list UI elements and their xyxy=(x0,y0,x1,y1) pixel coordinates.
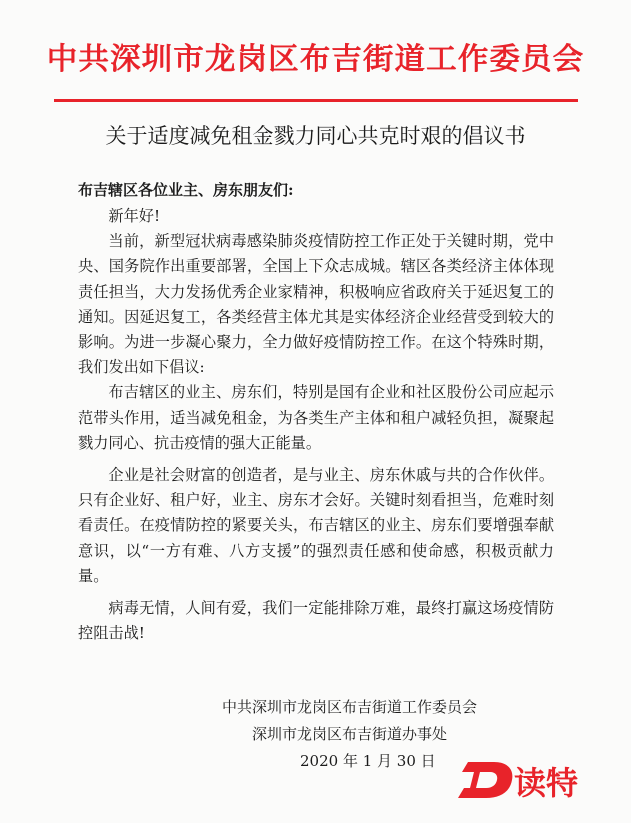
header-red-rule xyxy=(54,99,578,102)
document-title: 关于适度减免租金戮力同心共克时艰的倡议书 xyxy=(105,124,526,148)
salutation: 布吉辖区各位业主、房东朋友们: xyxy=(78,181,294,199)
body-paragraph: 当前，新型冠状病毒感染肺炎疫情防控工作正处于关键时期，党中央、国务院作出重要部署，全国上下众志成城。辖区各类经济主体体现责任担当，大力发扬优秀企业家精神，积极响应省政府关于延迟复工的通知。因延迟复工，各类经营主体尤其是实体经济企业经营受到较大的影响。为进一步凝心聚力，全力做好疫情防控工作。在这个特殊时期，我们发出如下倡议: xyxy=(78,232,554,377)
dute-logo-text: 读特 xyxy=(514,764,579,802)
greeting-paragraph: 新年好! xyxy=(108,207,161,225)
document-body xyxy=(78,204,554,646)
issuer-street-office: 深圳市龙岗区布吉街道办事处 xyxy=(252,725,448,743)
dute-watermark-logo xyxy=(456,758,616,804)
organization-header: 中共深圳市龙岗区布吉街道工作委员会 xyxy=(46,42,585,77)
closing-paragraph: 病毒无情，人间有爱，我们一定能排除万难，最终打赢这场疫情防控阻击战! xyxy=(78,599,554,643)
dute-d-icon xyxy=(456,760,516,800)
body-paragraph: 企业是社会财富的创造者，是与业主、房东休戚与共的合作伙伴。只有企业好、租户好，业主、房东才会好。关键时刻看担当，危难时刻看责任。在疫情防控的紧要关头，布吉辖区的业主、房东们要增强奉献意识，以“一方有难、八方支援”的强烈责任感和使命感，积极贡献力量。 xyxy=(78,466,554,585)
issuer-party-committee: 中共深圳市龙岗区布吉街道工作委员会 xyxy=(222,698,478,716)
body-paragraph: 布吉辖区的业主、房东们，特别是国有企业和社区股份公司应起示范带头作用，适当减免租金，为各类生产主体和租户减轻负担，凝聚起戮力同心、抗击疫情的强大正能量。 xyxy=(78,383,554,452)
signature-date: 2020 年 1 月 30 日 xyxy=(300,752,436,770)
